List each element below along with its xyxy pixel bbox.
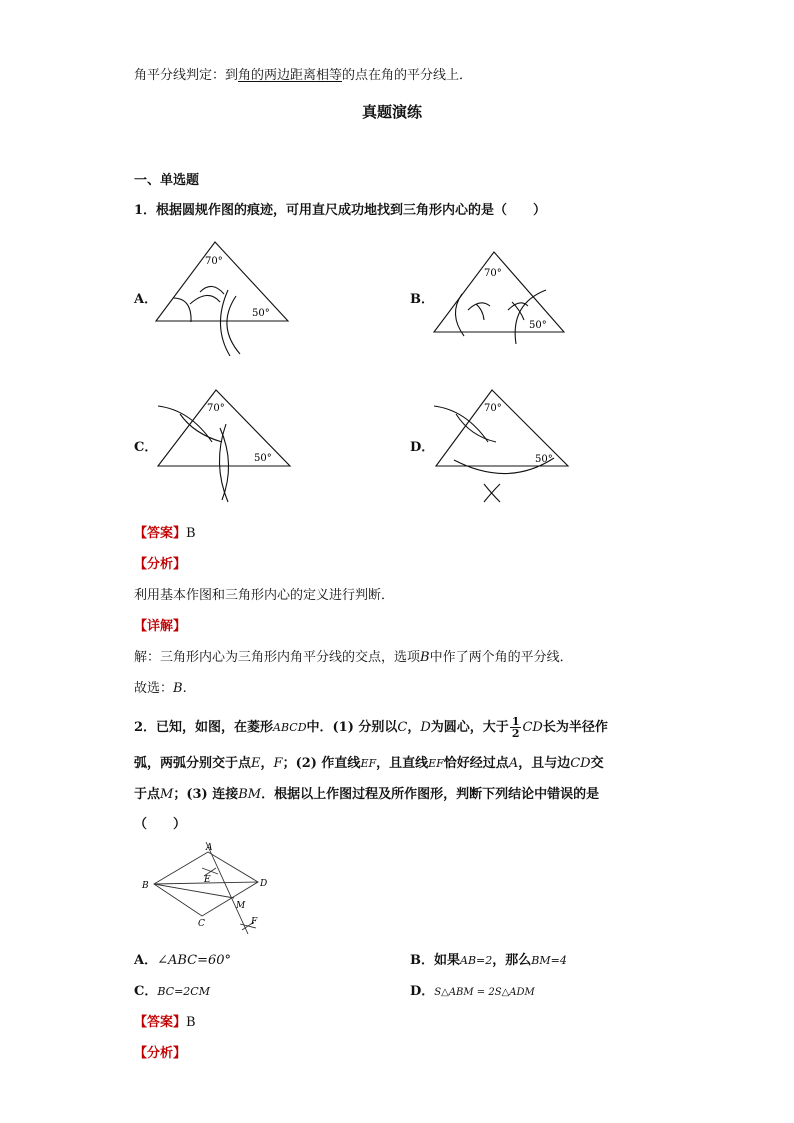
label-e: E: [204, 875, 211, 885]
q1-analysis: 利用基本作图和三角形内心的定义进行判断．: [134, 588, 395, 603]
q2-l3e: ．根据以上作图过程及所作图形，判断下列结论中错误的是: [261, 787, 600, 802]
angle-right-a: 50°: [252, 308, 270, 319]
q2-l1d: C: [397, 720, 408, 735]
q1-figure-c: [150, 384, 295, 509]
rule-prefix: 角平分线判定：到: [134, 68, 239, 83]
line-ef: [206, 842, 248, 934]
q1-stem: 1．根据圆规作图的痕迹，可用直尺成功地找到三角形内心的是（ ）: [134, 203, 547, 218]
q2-l2k: ，且与边: [518, 756, 571, 771]
q1-detail-text: 解：三角形内心为三角形内角平分线的交点，选项: [134, 650, 421, 665]
label-c: C: [198, 919, 205, 929]
q2-l2a: 弧，两弧分别交于点: [134, 756, 252, 771]
q1-detail: [134, 649, 573, 667]
q2-l2b: E: [251, 756, 261, 771]
q2-fraction: [510, 716, 522, 739]
q2-opt-d-letter: D．: [410, 984, 435, 999]
angle-right-c: 50°: [254, 453, 272, 464]
q2-stem-line4: （ ）: [134, 817, 187, 832]
q2-l2j: A: [508, 756, 519, 771]
q2-l1e: ，: [407, 720, 421, 735]
label-f: F: [251, 917, 258, 927]
q2-l2h: EF: [428, 757, 444, 770]
angle-top-d: 70°: [484, 403, 502, 414]
q2-option-a: [134, 952, 231, 970]
q2-l3a: 于点: [134, 787, 161, 802]
q2-l3d: BM: [238, 787, 262, 802]
rule-suffix: 的点在角的平分线上．: [342, 68, 473, 83]
q2-opt-b-text1: 如果: [434, 953, 461, 968]
section-title: 真题演练: [362, 103, 423, 121]
q2-l1i: 长为半径作: [542, 720, 608, 735]
q2-opt-b-text2: ，那么: [492, 953, 532, 968]
q2-l2m: 交: [590, 756, 604, 771]
rule-line: [134, 67, 472, 85]
label-a: A: [206, 843, 213, 853]
q2-option-b: [410, 952, 567, 970]
q2-analysis-tag: 【分析】: [134, 1046, 187, 1061]
label-d: D: [260, 879, 268, 889]
q2-l1a: 2．已知，如图，在菱形: [134, 720, 274, 735]
q2-l2l: CD: [570, 756, 591, 771]
q2-l1c: 中．(1) 分别以: [306, 720, 398, 735]
q2-opt-d-text: S△ABM = 2S△ADM: [434, 987, 535, 998]
q2-l2c: ，: [260, 756, 274, 771]
q2-stem-line3: [134, 786, 599, 804]
q2-l1h: CD: [522, 720, 543, 735]
q2-option-d: [410, 983, 535, 1002]
q2-option-c: [134, 983, 210, 1001]
segment-bm: [154, 884, 234, 898]
q1-answer-line: [134, 525, 196, 543]
q1-answer-tag: 【答案】: [134, 526, 187, 541]
q2-l2d: F: [273, 756, 283, 771]
q1-option-d-letter: D．: [410, 440, 435, 455]
q2-figure: [138, 838, 278, 940]
q1-detail-var: B: [420, 650, 430, 665]
q2-answer-tag: 【答案】: [134, 1015, 187, 1030]
q1-detail-end: 中作了两个角的平分线．: [429, 650, 573, 665]
q1-option-b-letter: B．: [410, 292, 434, 307]
q1-conclusion-var: B: [173, 681, 183, 696]
q1-analysis-tag: 【分析】: [134, 557, 187, 572]
angle-right-d: 50°: [535, 454, 553, 465]
q1-figure-b: [428, 244, 573, 354]
q1-conclusion-end: .: [182, 681, 187, 696]
q2-opt-a-letter: A．: [134, 953, 158, 968]
q1-answer: B: [186, 526, 196, 541]
q2-answer-line: [134, 1014, 196, 1032]
label-b: B: [142, 881, 149, 891]
q2-l2f: EF: [360, 757, 377, 770]
q1-detail-tag: 【详解】: [134, 619, 187, 634]
q2-opt-c-letter: C．: [134, 984, 158, 999]
q2-l2i: 恰好经过点: [443, 756, 509, 771]
q1-figure-d: [428, 384, 573, 509]
q2-stem-line1: [134, 716, 608, 739]
q2-l3c: ；(3) 连接: [173, 787, 239, 802]
angle-right-b: 50°: [529, 320, 547, 331]
q2-l1b: ABCD: [273, 721, 307, 734]
q1-option-c-letter: C．: [134, 440, 158, 455]
q2-stem-line2: [134, 755, 604, 773]
q2-l1g: 为圆心，大于: [430, 720, 509, 735]
angle-top-b: 70°: [484, 268, 502, 279]
q2-opt-b-var1: AB=2: [460, 954, 493, 967]
label-m: M: [236, 901, 246, 911]
q1-conclusion: [134, 680, 187, 698]
q1-figure-a: [150, 236, 295, 361]
q1-option-a-letter: A．: [134, 292, 158, 307]
q1-conclusion-text: 故选：: [134, 681, 174, 696]
q2-l3b: M: [160, 787, 174, 802]
q2-frac-num: 1: [511, 715, 520, 728]
angle-top-c: 70°: [207, 403, 225, 414]
q2-l1f: D: [420, 720, 431, 735]
q2-opt-b-var2: BM=4: [531, 954, 567, 967]
q2-opt-c-text: BC=2CM: [157, 985, 210, 998]
section-heading: 一、单选题: [134, 173, 200, 188]
q2-l2e: ；(2) 作直线: [282, 756, 361, 771]
q2-opt-a-text: ∠ABC=60°: [157, 953, 232, 968]
rule-underlined: 角的两边距离相等: [238, 68, 343, 83]
q2-answer: B: [186, 1015, 196, 1030]
q2-l2g: ，且直线: [376, 756, 429, 771]
q2-frac-den: 2: [511, 727, 520, 740]
angle-top-a: 70°: [205, 256, 223, 267]
q2-opt-b-letter: B．: [410, 953, 434, 968]
